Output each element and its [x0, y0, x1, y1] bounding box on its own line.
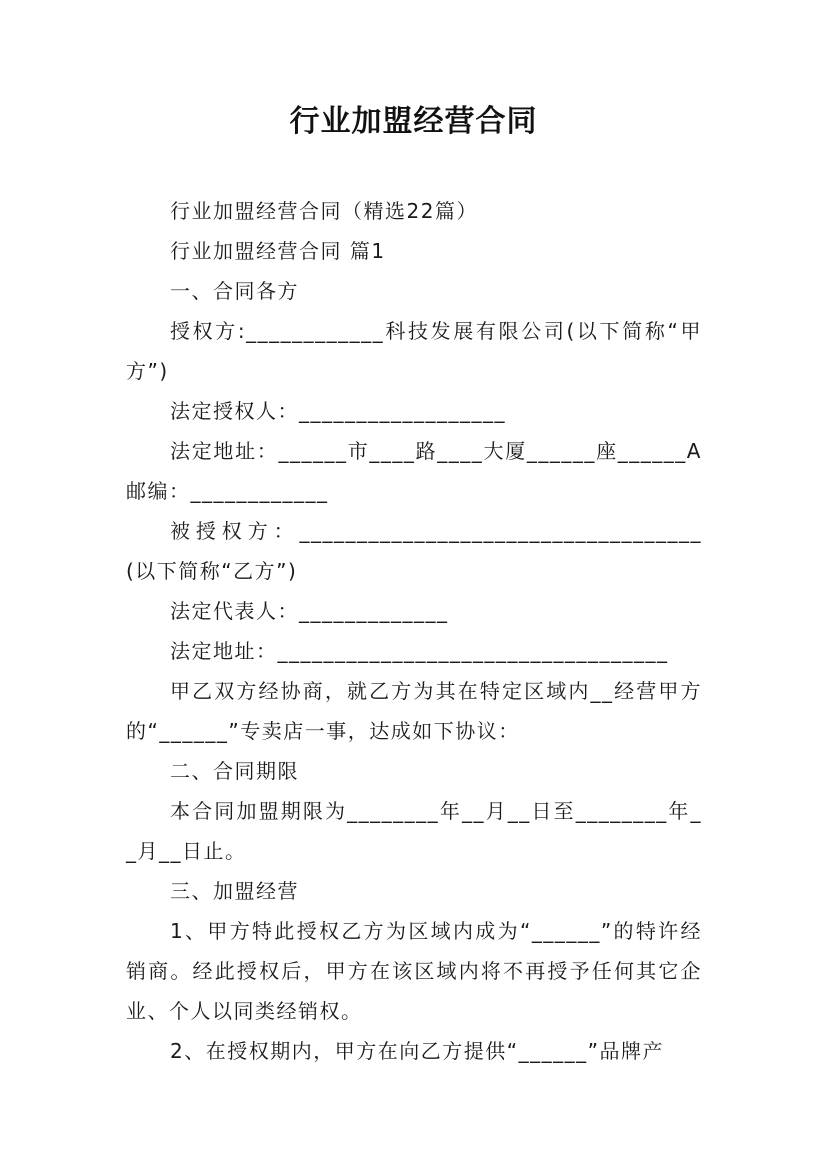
- paragraph-licensee-representative: 法定代表人：_____________: [170, 599, 449, 623]
- paragraph-licensee: 被授权方：___________________________________(以下简称“乙方”): [126, 519, 702, 583]
- paragraph-licensee-address: 法定地址：__________________________________: [170, 639, 669, 663]
- document-title: 行业加盟经营合同: [289, 104, 538, 139]
- paragraph-subtitle: 行业加盟经营合同（精选22篇）: [170, 199, 478, 223]
- paragraph-section-title: 行业加盟经营合同 篇1: [170, 239, 386, 263]
- paragraph-licensor: 授权方:____________科技发展有限公司(以下简称“甲方”): [126, 319, 702, 383]
- paragraph-term: 本合同加盟期限为________年__月__日至________年__月__日止。: [126, 799, 702, 863]
- paragraph-clause-2: 2、在授权期内，甲方在向乙方提供“______”品牌产: [170, 1039, 664, 1063]
- paragraph-heading-franchise: 三、加盟经营: [170, 879, 299, 903]
- paragraph-licensor-address: 法定地址：______市____路____大厦______座______A邮编：____________: [126, 439, 702, 503]
- paragraph-agreement-intro: 甲乙双方经协商，就乙方为其在特定区域内__经营甲方的“______”专卖店一事，达成如下协议：: [126, 679, 702, 743]
- paragraph-heading-term: 二、合同期限: [170, 759, 299, 783]
- paragraph-heading-parties: 一、合同各方: [170, 279, 299, 303]
- paragraph-licensor-authorized-person: 法定授权人：__________________: [170, 399, 506, 423]
- document-body: [126, 191, 702, 1071]
- paragraph-clause-1: 1、甲方特此授权乙方为区域内成为“______”的特许经销商。经此授权后，甲方在该区域内将不再授予任何其它企业、个人以同类经销权。: [126, 919, 702, 1023]
